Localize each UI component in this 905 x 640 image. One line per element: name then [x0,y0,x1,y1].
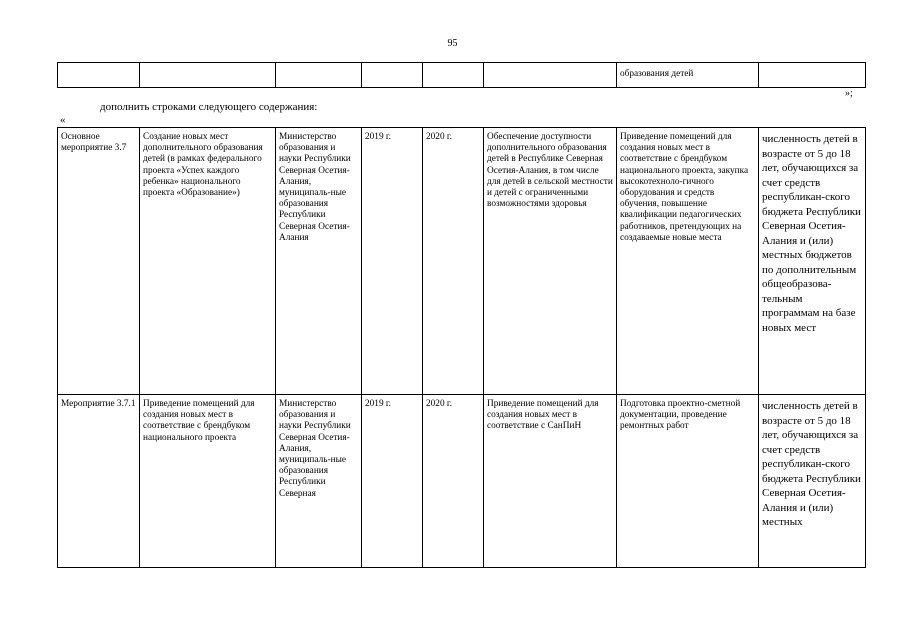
table-cell: образования детей [617,63,759,88]
closing-quote: »; [845,88,853,99]
measure-name: Создание новых мест дополнительного образования детей (в рамках федерального проекта «Успех каждого ребенка» национального проекта «Образование») [140,128,276,395]
table-row [58,395,866,568]
instruction-text: дополнить строками следующего содержания: [100,101,318,113]
table-cell [759,63,866,88]
table-cell [362,63,423,88]
measure-start: 2019 г. [362,128,423,395]
table-cell [276,63,362,88]
table-cell [140,63,276,88]
measure-indicator: численность детей в возрасте от 5 до 18 лет, обучающихся за счет средств республикан-ского бюджета Республики Северная Осетия-Алания и (или) местных бюджетов по дополнительным общеобразова-тельным программам на базе новых мест [759,128,866,395]
table-cell [484,63,617,88]
measure-executor: Министерство образования и науки Республики Северная Осетия-Алания, муниципаль-ные образования Республики Северная [276,395,362,568]
measure-end: 2020 г. [423,395,484,568]
opening-quote: « [60,114,66,126]
table-row [58,128,866,395]
previous-table-fragment [57,62,866,88]
measure-code: Мероприятие 3.7.1 [58,395,140,568]
table-row [58,63,866,88]
measure-code: Основное мероприятие 3.7 [58,128,140,395]
page-number: 95 [447,38,458,49]
measures-table [57,127,866,568]
measure-directions: Подготовка проектно-сметной документации, проведение ремонтных работ [617,395,759,568]
measure-directions: Приведение помещений для создания новых мест в соответствие с брендбуком национального проекта, закупка высокотехноло-гичного оборудования и средств обучения, повышение квалификации педагогических работников, претендующих на создаваемые новые места [617,128,759,395]
table-cell [423,63,484,88]
table-cell [58,63,140,88]
measure-result: Приведение помещений для создания новых мест в соответствие с СанПиН [484,395,617,568]
measure-end: 2020 г. [423,128,484,395]
measure-name: Приведение помещений для создания новых мест в соответствие с брендбуком национального проекта [140,395,276,568]
measure-start: 2019 г. [362,395,423,568]
measure-indicator: численность детей в возрасте от 5 до 18 лет, обучающихся за счет средств республикан-ского бюджета Республики Северная Осетия-Алания и (или) местных [759,395,866,568]
measure-executor: Министерство образования и науки Республики Северная Осетия-Алания, муниципаль-ные образования Республики Северная Осетия-Алания [276,128,362,395]
measure-result: Обеспечение доступности дополнительного образования детей в Республике Северная Осетия-Алания, в том числе для детей в сельской местности и детей с ограниченными возможностями здоровья [484,128,617,395]
